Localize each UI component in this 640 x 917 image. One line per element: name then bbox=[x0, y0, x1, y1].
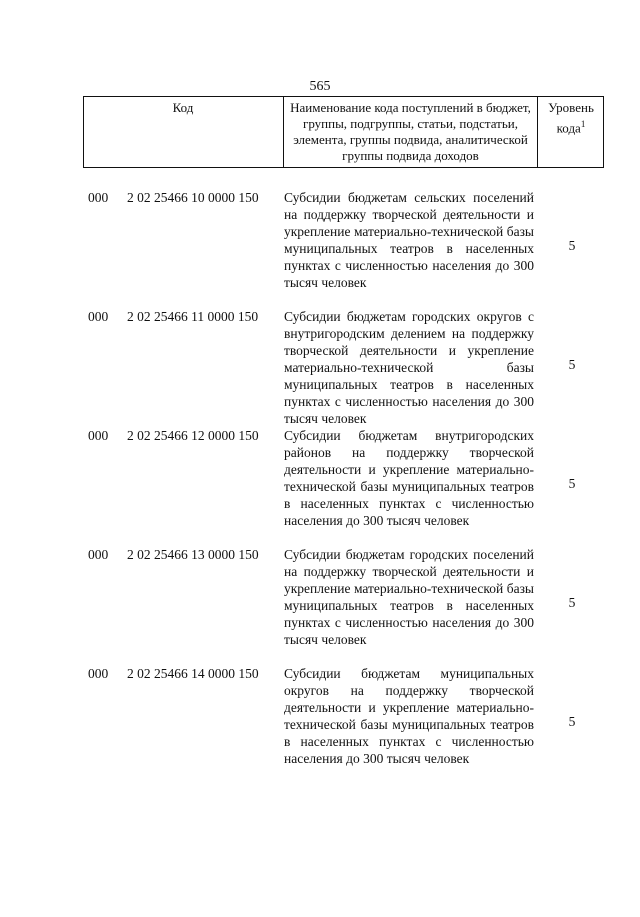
revenue-code: 2 02 25466 12 0000 150 bbox=[127, 428, 259, 443]
revenue-name: Субсидии бюджетам городских округов с внутригородским делением на поддержку творческой деятельности и укрепление материально-технической базы муниципальных театров в населенных пунктах с численностью населения до 300 тысяч человек bbox=[284, 309, 534, 426]
table-row bbox=[0, 189, 640, 307]
table-row bbox=[0, 427, 640, 545]
admin-code: 000 bbox=[88, 309, 109, 324]
code-level: 5 bbox=[568, 714, 576, 729]
code-level: 5 bbox=[568, 238, 576, 253]
column-header-code: Код bbox=[172, 100, 194, 115]
revenue-name: Субсидии бюджетам сельских поселений на поддержку творческой деятельности и укрепление материально-технической базы муниципальных театров в населенных пунктах с численностью населения до 300 тысяч человек bbox=[284, 190, 534, 290]
admin-code: 000 bbox=[88, 547, 109, 562]
code-level: 5 bbox=[568, 357, 576, 372]
footnote-marker: 1 bbox=[580, 119, 586, 129]
page-number: 565 bbox=[309, 79, 331, 94]
column-header-level-text: Уровень кода bbox=[548, 100, 594, 136]
revenue-name: Субсидии бюджетам внутригородских районов на поддержку творческой деятельности и укрепление материально-технической базы муниципальных театров в населенных пунктах с численностью населения до 300 тысяч человек bbox=[284, 428, 534, 528]
admin-code: 000 bbox=[88, 666, 109, 681]
revenue-name: Субсидии бюджетам муниципальных округов на поддержку творческой деятельности и укрепление материально-технической базы муниципальных театров в населенных пунктах с численностью населения до 300 тысяч человек bbox=[284, 666, 534, 766]
column-header-name: Наименование кода поступлений в бюджет, группы, подгруппы, статьи, подстатьи, элемента, группы подвида, аналитической группы подвида доходов bbox=[290, 100, 531, 163]
revenue-code: 2 02 25466 14 0000 150 bbox=[127, 666, 259, 681]
admin-code: 000 bbox=[88, 428, 109, 443]
table-header-top-border bbox=[83, 96, 604, 97]
revenue-code: 2 02 25466 10 0000 150 bbox=[127, 190, 259, 205]
code-level: 5 bbox=[568, 476, 576, 491]
column-header-level bbox=[538, 100, 604, 171]
table-row bbox=[0, 308, 640, 426]
admin-code: 000 bbox=[88, 190, 109, 205]
revenue-code: 2 02 25466 11 0000 150 bbox=[127, 309, 259, 324]
table-row bbox=[0, 665, 640, 783]
code-level: 5 bbox=[568, 595, 576, 610]
revenue-code: 2 02 25466 13 0000 150 bbox=[127, 547, 259, 562]
table-row bbox=[0, 546, 640, 664]
revenue-name: Субсидии бюджетам городских поселений на поддержку творческой деятельности и укрепление материально-технической базы муниципальных театров в населенных пунктах с численностью населения до 300 тысяч человек bbox=[284, 547, 534, 647]
